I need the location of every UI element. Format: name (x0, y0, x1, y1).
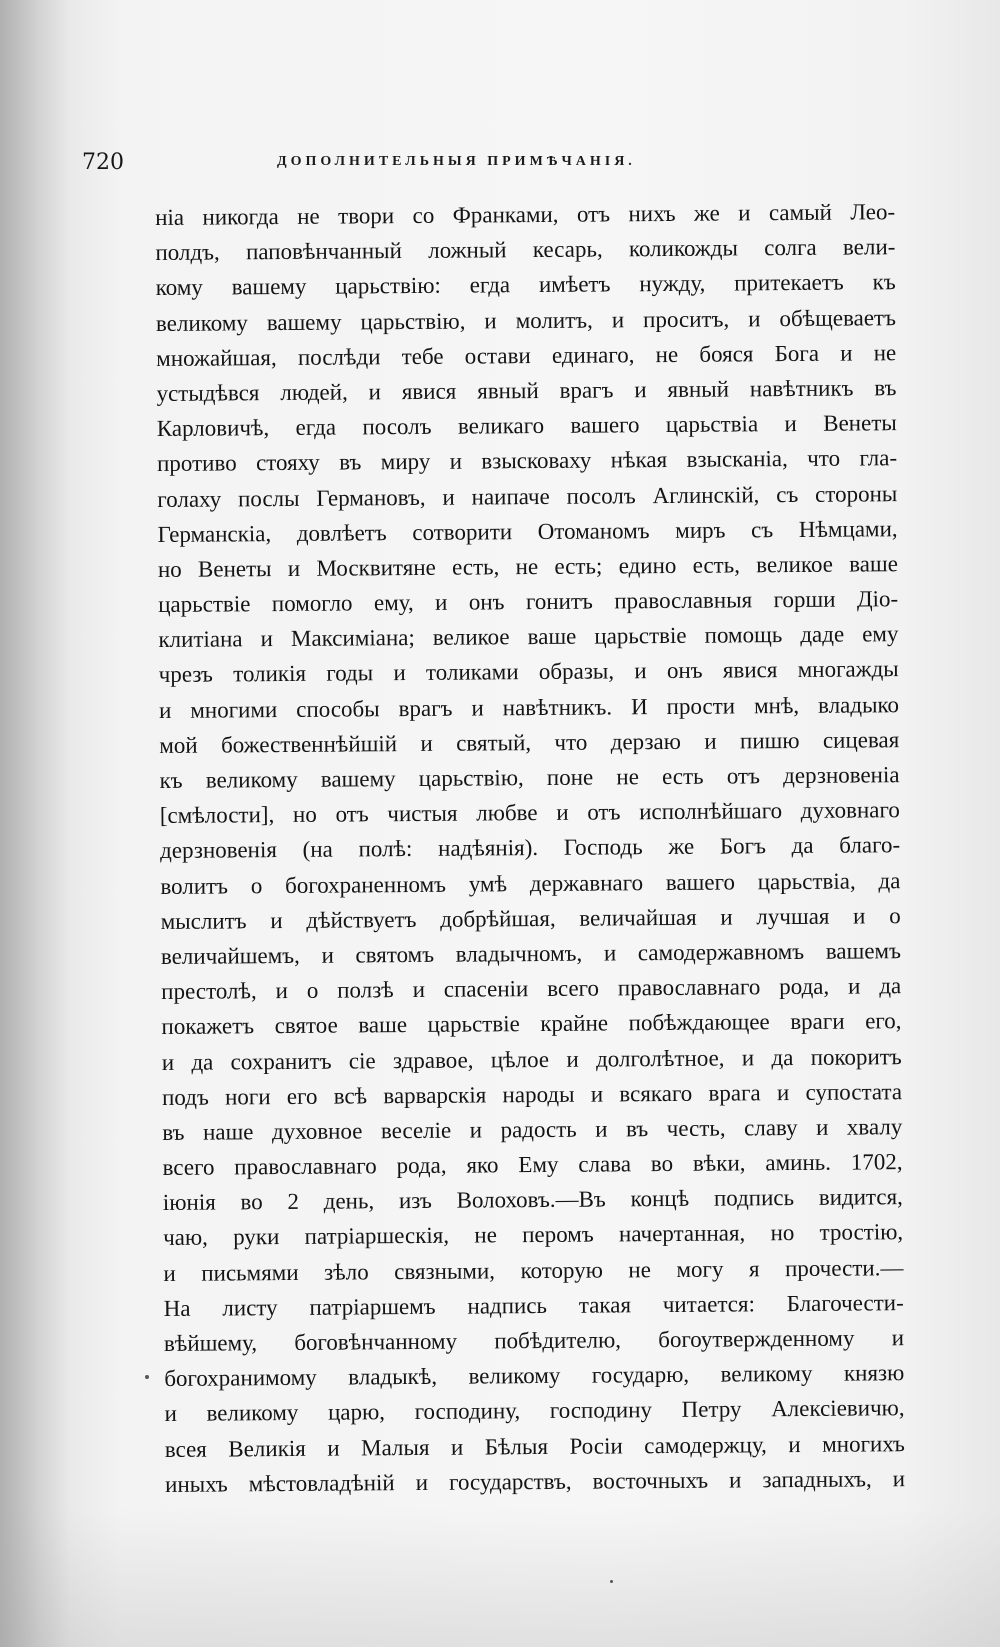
text-line: На листу патрiаршемъ надпись такая читается: Благочести- (163, 1289, 904, 1321)
text-line: величайшемъ, и святомъ владычномъ, и самодержавномъ вашемъ (160, 938, 902, 969)
text-line: престолѣ, и о ползѣ и спасенiи всего православнаго рода, и да (161, 973, 902, 1005)
text-line: кому вашему царьствiю: егда имѣетъ нужду, притекаетъ къ (155, 269, 896, 301)
text-line: и да сохранитъ сiе здравое, цѣлое и долголѣтное, и да покоритъ (161, 1043, 902, 1075)
text-line: голаху послы Германовъ, и наипаче посолъ Аглинскiй, съ стороны (157, 480, 898, 512)
text-line: чаю, руки патрiаршескiя, не перомъ начертанная, но тростiю, (163, 1219, 904, 1251)
text-line: богохранимому владыкѣ, великому государю, великому князю (164, 1360, 905, 1392)
text-line: [смѣлости], но отъ чистыя любве и отъ исполнѣйшаго духовнаго (159, 797, 900, 829)
text-line: волитъ о богохраненномъ умѣ державнаго вашего царьствiа, да (160, 867, 901, 899)
text-line: множайшая, послѣди тебе остави единаго, не бояся Бога и не (156, 339, 897, 371)
body-text (155, 194, 905, 1502)
running-head (82, 150, 842, 180)
text-line: противо стояху въ миру и взысковаху нѣкая взысканiа, что гла- (156, 445, 898, 477)
text-line: дерзновенiя (на полѣ: надѣянiя). Господь же Богъ да благо- (160, 832, 901, 864)
text-line: великому вашему царьствiю, и молитъ, и проситъ, и обѣщеваетъ (155, 304, 897, 336)
text-line: покажетъ святое ваше царьствiе крайне побѣждающее враги его, (161, 1008, 902, 1040)
text-line: всего православнаго рода, яко Ему слава во вѣки, аминь. 1702, (162, 1149, 903, 1181)
running-head-title: ДОПОЛНИТЕЛЬНЫЯ ПРИМѢЧАНІЯ. (277, 154, 636, 169)
page-number: 720 (82, 150, 124, 175)
text-line: иныхъ мѣстовладѣнiй и государствъ, восточныхъ и западныхъ, и (164, 1465, 906, 1497)
text-line: полдъ, паповѣнчанный ложный кесарь, коликожды солга вели- (155, 234, 896, 266)
text-line: чрезъ толикiя годы и толиками образы, и онъ явися многажды (158, 656, 899, 688)
page-gutter-shadow (0, 0, 70, 1647)
text-line: мыслитъ и дѣйствуетъ добрѣйшая, величайшая и лучшая и о (160, 902, 901, 934)
text-line: и многими способы врагъ и навѣтникъ. И прости мнѣ, владыко (158, 691, 900, 723)
text-line: подъ ноги его всѣ варварскiя народы и всякаго врага и супостата (161, 1078, 903, 1110)
text-line: клитiана и Максимiана; великое ваше царьствiе помощь даде ему (158, 621, 899, 653)
text-line: вѣйшему, боговѣнчанному побѣдителю, богоутвержденному и (163, 1325, 905, 1356)
text-line: ніа никогда не твори со Франками, отъ нихъ же и самый Лео- (155, 199, 896, 230)
text-line: Карловичѣ, егда посолъ великаго вашего царьствiа и Венеты (156, 410, 897, 442)
text-line: къ великому вашему царьствiю, поне не есть отъ дерзновенiа (159, 762, 900, 793)
text-line: iюнiя во 2 день, изъ Волоховъ.—Въ концѣ подпись видится, (162, 1184, 903, 1216)
page-bottom-shade (0, 1507, 1000, 1647)
text-line: всея Великiя и Малыя и Бѣлыя Росiи самодержцу, и многихъ (164, 1430, 905, 1462)
text-line: Германскiа, довлѣетъ сотворити Отоманомъ миръ съ Нѣмцами, (157, 515, 898, 547)
text-line: царьствiе помогло ему, и онъ гонитъ православныя горши Дiо- (158, 586, 899, 618)
text-line: въ наше духовное веселiе и радость и въ честь, славу и хвалу (162, 1114, 903, 1145)
paper-speck (610, 1580, 613, 1583)
text-line: мой божественнѣйшiй и святый, что дерзаю и пишю сицевая (159, 726, 900, 758)
text-line: но Венеты и Москвитяне есть, не есть; едино есть, великое ваше (157, 551, 898, 582)
text-line: и письмями зѣло связными, которую не могу я прочести.— (163, 1254, 904, 1286)
paper-speck (145, 1375, 149, 1379)
text-line: устыдѣвся людей, и явися явный врагъ и явный навѣтникъ въ (156, 375, 897, 406)
text-line: и великому царю, господину, господину Петру Алексiевичю, (164, 1395, 905, 1427)
